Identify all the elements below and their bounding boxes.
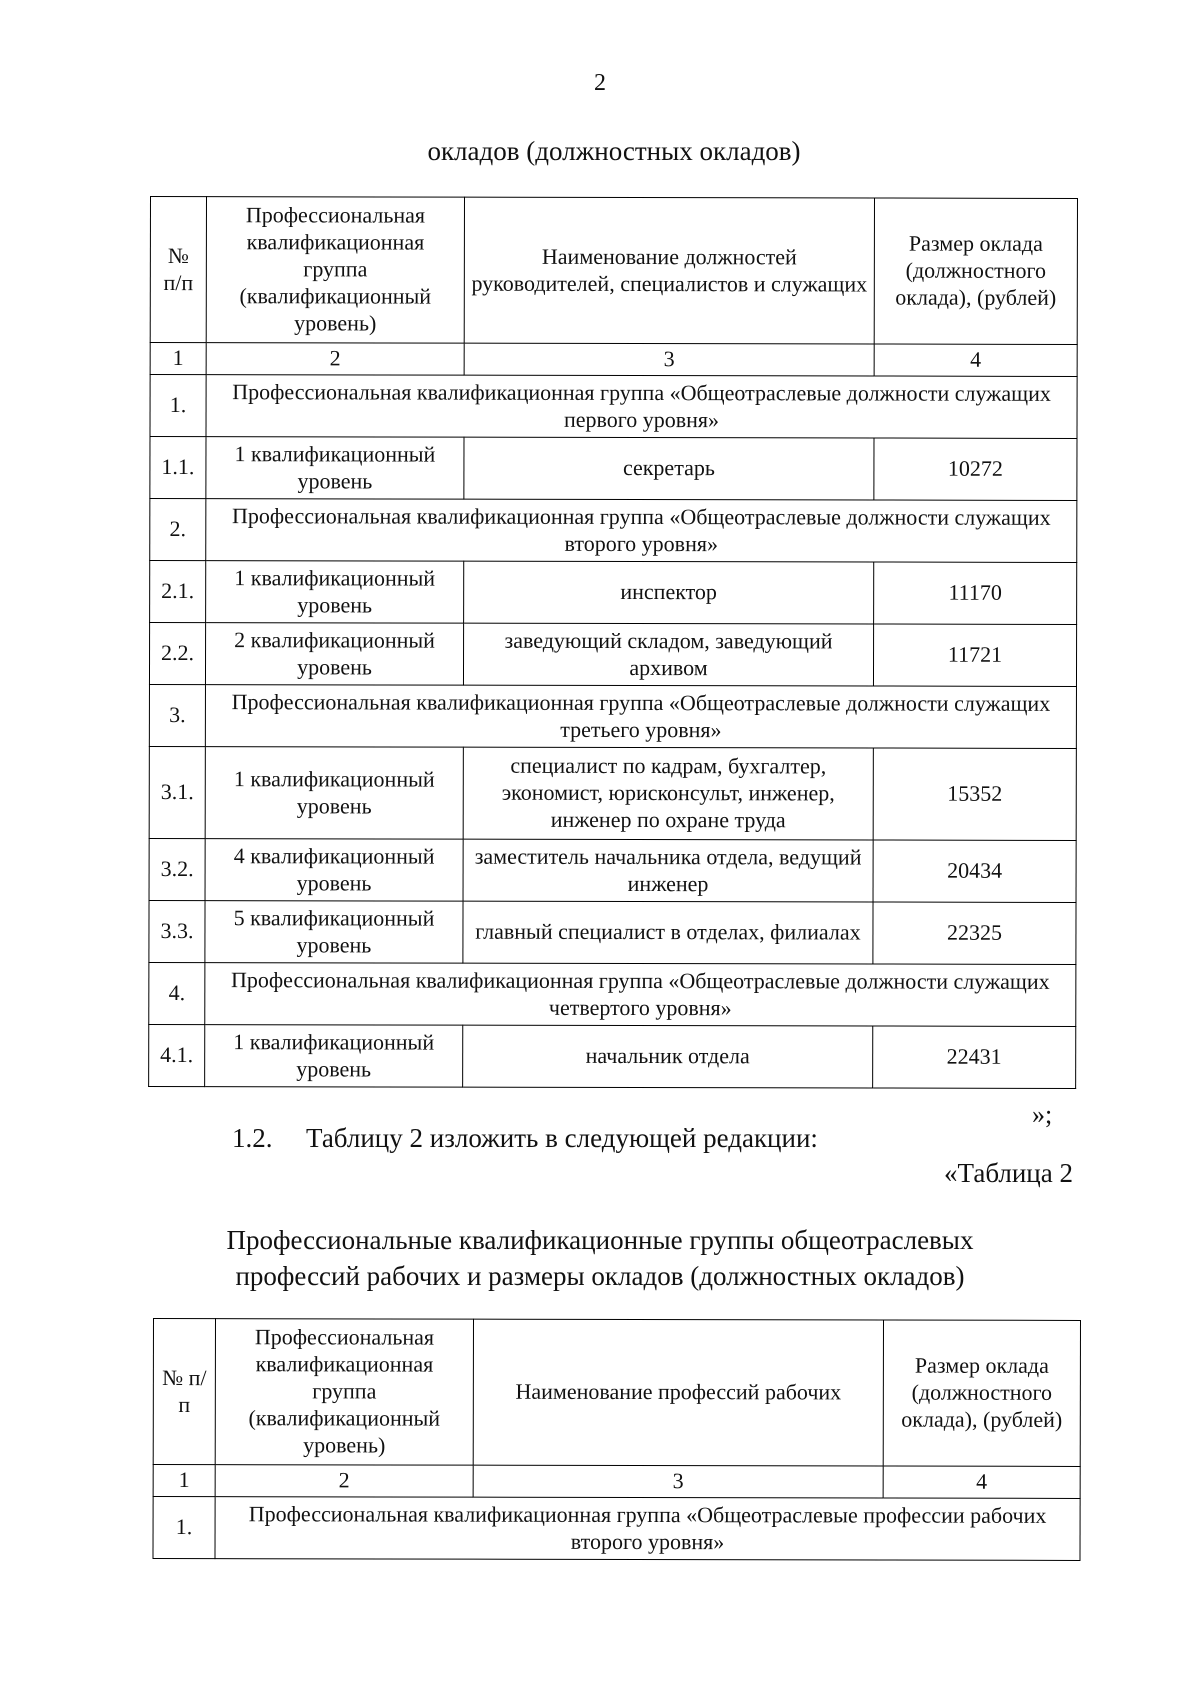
column-number: 3	[464, 343, 874, 376]
group-title: Профессиональная квалификационная группа «Общеотраслевые профессии рабочих второго уровня»	[215, 1497, 1080, 1561]
table2-title-line: Профессиональные квалификационные группы общеотраслевых	[226, 1225, 974, 1255]
group-row	[149, 962, 1076, 1026]
row-number: 1.	[150, 375, 206, 437]
position-name: начальник отдела	[463, 1025, 873, 1088]
column-number: 3	[473, 1465, 883, 1498]
group-title: Профессиональная квалификационная группа «Общеотраслевые должности служащих второго уровня»	[206, 499, 1077, 563]
table-row	[149, 746, 1076, 840]
header-cell-number: № п/п	[150, 197, 206, 343]
qualification-level: 2 квалификационный уровень	[205, 623, 463, 686]
position-name: заведующий складом, заведующий архивом	[463, 623, 873, 686]
header-cell-group: Профессиональная квалификационная группа (квалификационный уровень)	[206, 197, 464, 344]
row-number: 3.2.	[149, 838, 205, 900]
table1-body	[149, 197, 1078, 1089]
column-number: 2	[206, 343, 464, 376]
salary-value: 11170	[874, 562, 1077, 624]
salary-value: 15352	[873, 748, 1076, 840]
qualification-level: 1 квалификационный уровень	[206, 437, 464, 500]
table2-title-line: профессий рабочих и размеры окладов (должностных окладов)	[235, 1261, 965, 1292]
table2-header-row	[153, 1319, 1080, 1467]
salary-value: 11721	[873, 624, 1076, 686]
closing-quote: »;	[1032, 1100, 1053, 1129]
page-number: 2	[594, 70, 606, 96]
table1	[148, 196, 1078, 1089]
header-cell-profession: Наименование профессий рабочих	[473, 1319, 883, 1466]
instruction-number: 1.2.	[232, 1123, 273, 1153]
group-row	[150, 499, 1077, 563]
table2-title	[0, 1222, 1200, 1295]
position-name: заместитель начальника отдела, ведущий инженер	[463, 839, 873, 902]
header-cell-number: № п/п	[153, 1319, 215, 1465]
table-row	[150, 437, 1077, 501]
salary-value: 20434	[873, 840, 1076, 902]
salary-value: 10272	[874, 438, 1077, 500]
header-cell-salary: Размер оклада (должностного оклада), (рублей)	[874, 198, 1077, 344]
position-name: инспектор	[464, 561, 874, 624]
row-number: 3.3.	[149, 900, 205, 962]
group-title: Профессиональная квалификационная группа «Общеотраслевые должности служащих четвертого уровня»	[205, 963, 1076, 1027]
salary-value: 22431	[873, 1026, 1076, 1088]
position-name: специалист по кадрам, бухгалтер, экономист, юрисконсульт, инженер, инженер по охране труда	[463, 747, 873, 840]
qualification-level: 1 квалификационный уровень	[206, 561, 464, 624]
table2-column-numbers-row	[153, 1465, 1080, 1499]
row-number: 3.1.	[149, 746, 205, 838]
group-row	[153, 1497, 1080, 1561]
row-number: 4.	[149, 962, 205, 1024]
qualification-level: 1 квалификационный уровень	[205, 747, 463, 840]
table-row	[149, 623, 1076, 687]
column-number: 2	[215, 1465, 473, 1498]
salary-value: 22325	[873, 902, 1076, 964]
column-number: 4	[874, 344, 1077, 376]
row-number: 2.	[150, 499, 206, 561]
row-number: 2.2.	[149, 623, 205, 685]
row-number: 4.1.	[149, 1024, 205, 1086]
table-row	[150, 561, 1077, 625]
column-number: 1	[153, 1465, 215, 1497]
table2-label: «Таблица 2	[944, 1158, 1073, 1188]
group-title: Профессиональная квалификационная группа «Общеотраслевые должности служащих третьего уровня»	[205, 685, 1076, 749]
table1-column-numbers-row	[150, 343, 1077, 377]
qualification-level: 1 квалификационный уровень	[205, 1025, 463, 1088]
row-number: 2.1.	[150, 561, 206, 623]
table1-caption-end: окладов (должностных окладов)	[427, 136, 801, 166]
position-name: секретарь	[464, 437, 874, 500]
row-number: 3.	[149, 685, 205, 747]
table2-body	[153, 1319, 1081, 1561]
group-title: Профессиональная квалификационная группа «Общеотраслевые должности служащих первого уровня»	[206, 375, 1077, 439]
column-number: 4	[883, 1466, 1080, 1498]
column-number: 1	[150, 343, 206, 375]
table-row	[149, 900, 1076, 964]
header-cell-position: Наименование должностей руководителей, специалистов и служащих	[464, 197, 874, 344]
table-row	[149, 838, 1076, 902]
header-cell-salary: Размер оклада (должностного оклада), (рублей)	[883, 1320, 1080, 1466]
header-cell-group: Профессиональная квалификационная группа (квалификационный уровень)	[215, 1319, 473, 1466]
position-name: главный специалист в отделах, филиалах	[463, 901, 873, 964]
row-number: 1.	[153, 1497, 215, 1559]
table-row	[149, 1024, 1076, 1088]
table1-header-row	[150, 197, 1077, 345]
qualification-level: 4 квалификационный уровень	[205, 839, 463, 902]
group-row	[150, 375, 1077, 439]
qualification-level: 5 квалификационный уровень	[205, 901, 463, 964]
table2	[152, 1318, 1081, 1561]
row-number: 1.1.	[150, 437, 206, 499]
instruction-paragraph	[232, 1123, 818, 1154]
instruction-text: Таблицу 2 изложить в следующей редакции:	[306, 1123, 818, 1153]
group-row	[149, 685, 1076, 749]
